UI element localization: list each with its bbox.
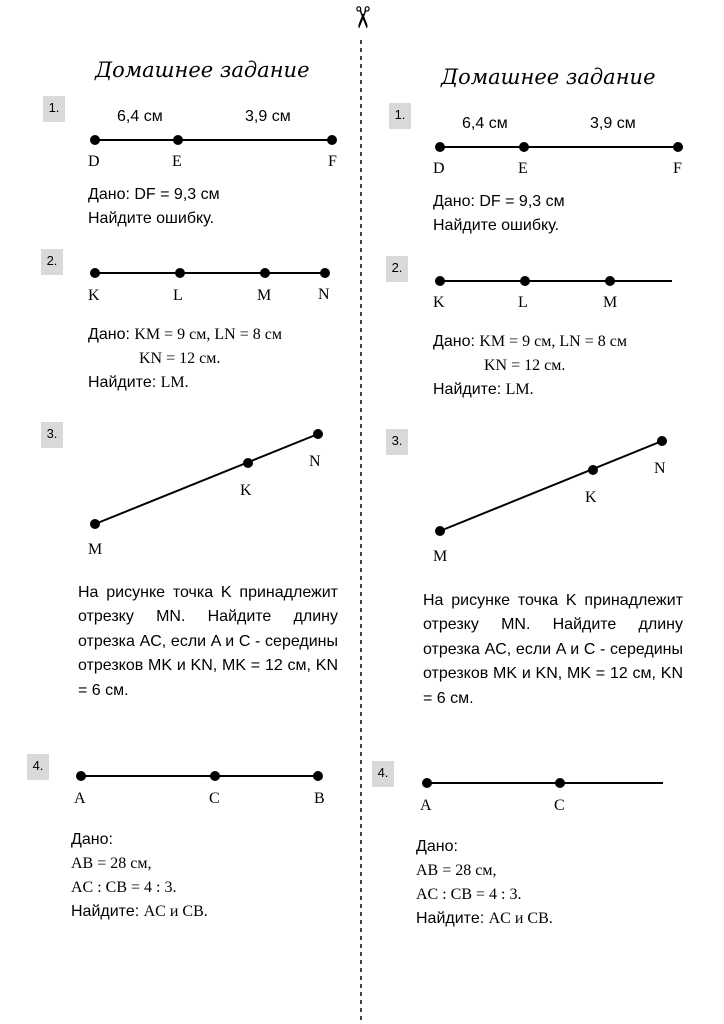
point-n3-left xyxy=(313,429,323,439)
given-4-line2-right: AC : CB = 4 : 3. xyxy=(416,886,522,903)
task-4-left xyxy=(71,900,208,924)
label-e-right: E xyxy=(518,160,528,177)
segment-mn-left xyxy=(95,434,318,524)
label-k3-left: K xyxy=(240,482,252,499)
label-k3-right: K xyxy=(585,489,597,506)
task-4-value-right: AC и CB. xyxy=(488,910,553,927)
given-2-right xyxy=(433,330,627,354)
problem-number-4-right: 4. xyxy=(372,761,394,787)
label-a-left: A xyxy=(74,790,86,807)
label-f-right: F xyxy=(673,160,682,177)
task-1-right: Найдите ошибку. xyxy=(433,217,560,234)
point-c-right xyxy=(555,778,565,788)
task-2-left xyxy=(88,371,189,395)
point-m-left xyxy=(260,268,270,278)
given-2-line1-left: KM = 9 см, LN = 8 см xyxy=(134,326,282,343)
point-f-left xyxy=(327,135,337,145)
label-n-left: N xyxy=(318,286,330,303)
task-2-right xyxy=(433,378,534,402)
given-2-left xyxy=(88,323,282,347)
task-4-label-right: Найдите: xyxy=(416,910,485,927)
point-a-left xyxy=(76,771,86,781)
given-2-line2-right: KN = 12 см. xyxy=(484,357,566,374)
point-b-left xyxy=(313,771,323,781)
segment-length-2-right: 3,9 см xyxy=(590,115,636,132)
problem-number-3-right: 3. xyxy=(386,429,408,455)
given-4-line1-right: AB = 28 см, xyxy=(416,862,497,879)
point-f-right xyxy=(673,142,683,152)
label-d-right: D xyxy=(433,160,445,177)
segment-length-1-left: 6,4 см xyxy=(117,108,163,125)
page-title-right: Домашнее задание xyxy=(441,65,656,89)
scissors-icon: ✂ xyxy=(344,4,380,31)
given-4-right: Дано: xyxy=(416,838,458,855)
point-m-right xyxy=(605,276,615,286)
label-n3-left: N xyxy=(309,453,321,470)
problem-number-1-right: 1. xyxy=(389,103,411,129)
point-m3-left xyxy=(90,519,100,529)
problem-number-1-left: 1. xyxy=(43,96,65,122)
point-l-left xyxy=(175,268,185,278)
point-k-right xyxy=(435,276,445,286)
point-d-left xyxy=(90,135,100,145)
label-m3-right: M xyxy=(433,548,448,565)
problem-3-text-right: На рисунке точка K принадлежит отрезку MN. Найдите длину отрезка AC, если A и C - середины отрезков MK и KN, MK = 12 см, KN = 6 см. xyxy=(423,592,683,707)
task-1-left: Найдите ошибку. xyxy=(88,210,215,227)
point-k-left xyxy=(90,268,100,278)
problem-number-4-left: 4. xyxy=(27,754,49,780)
page-title-left: Домашнее задание xyxy=(95,58,310,82)
label-a-right: A xyxy=(420,797,432,814)
given-4-line1-left: AB = 28 см, xyxy=(71,855,152,872)
point-c-left xyxy=(210,771,220,781)
given-2-line1-right: KM = 9 см, LN = 8 см xyxy=(479,333,627,350)
given-4-left: Дано: xyxy=(71,831,113,848)
task-2-value-right: LM. xyxy=(505,381,534,398)
point-m3-right xyxy=(435,526,445,536)
point-n3-right xyxy=(657,436,667,446)
task-2-label-right: Найдите: xyxy=(433,381,502,398)
point-k3-left xyxy=(243,458,253,468)
label-b-left: B xyxy=(314,790,325,807)
label-n3-right: N xyxy=(654,460,666,477)
task-4-value-left: AC и CB. xyxy=(143,903,208,920)
given-1-right: Дано: DF = 9,3 см xyxy=(433,193,565,210)
given-2-label-right: Дано: xyxy=(433,333,475,350)
given-2-label-left: Дано: xyxy=(88,326,130,343)
task-2-label-left: Найдите: xyxy=(88,374,157,391)
task-2-value-left: LM. xyxy=(160,374,189,391)
point-e-right xyxy=(519,142,529,152)
segment-length-2-left: 3,9 см xyxy=(245,108,291,125)
label-c-left: C xyxy=(209,790,220,807)
label-k-left: K xyxy=(88,287,100,304)
label-l-left: L xyxy=(173,287,183,304)
label-d-left: D xyxy=(88,153,100,170)
label-m-right: M xyxy=(603,294,618,311)
label-m3-left: M xyxy=(88,541,103,558)
given-2-line2-left: KN = 12 см. xyxy=(139,350,221,367)
problem-3-text-left: На рисунке точка K принадлежит отрезку MN. Найдите длину отрезка AC, если A и C - середины отрезков MK и KN, MK = 12 см, KN = 6 см. xyxy=(78,584,338,699)
point-n-left xyxy=(320,268,330,278)
label-e-left: E xyxy=(172,153,182,170)
segment-length-1-right: 6,4 см xyxy=(462,115,508,132)
point-k3-right xyxy=(588,465,598,475)
label-k-right: K xyxy=(433,294,445,311)
given-4-line2-left: AC : CB = 4 : 3. xyxy=(71,879,177,896)
task-4-right xyxy=(416,907,553,931)
given-1-left: Дано: DF = 9,3 см xyxy=(88,186,220,203)
label-c-right: C xyxy=(554,797,565,814)
problem-number-3-left: 3. xyxy=(41,422,63,448)
point-e-left xyxy=(173,135,183,145)
label-m-left: M xyxy=(257,287,272,304)
label-f-left: F xyxy=(328,153,337,170)
label-l-right: L xyxy=(518,294,528,311)
point-a-right xyxy=(422,778,432,788)
problem-number-2-left: 2. xyxy=(41,249,63,275)
point-d-right xyxy=(435,142,445,152)
segment-mn-right xyxy=(440,441,662,531)
task-4-label-left: Найдите: xyxy=(71,903,140,920)
point-l-right xyxy=(520,276,530,286)
problem-number-2-right: 2. xyxy=(386,256,408,282)
